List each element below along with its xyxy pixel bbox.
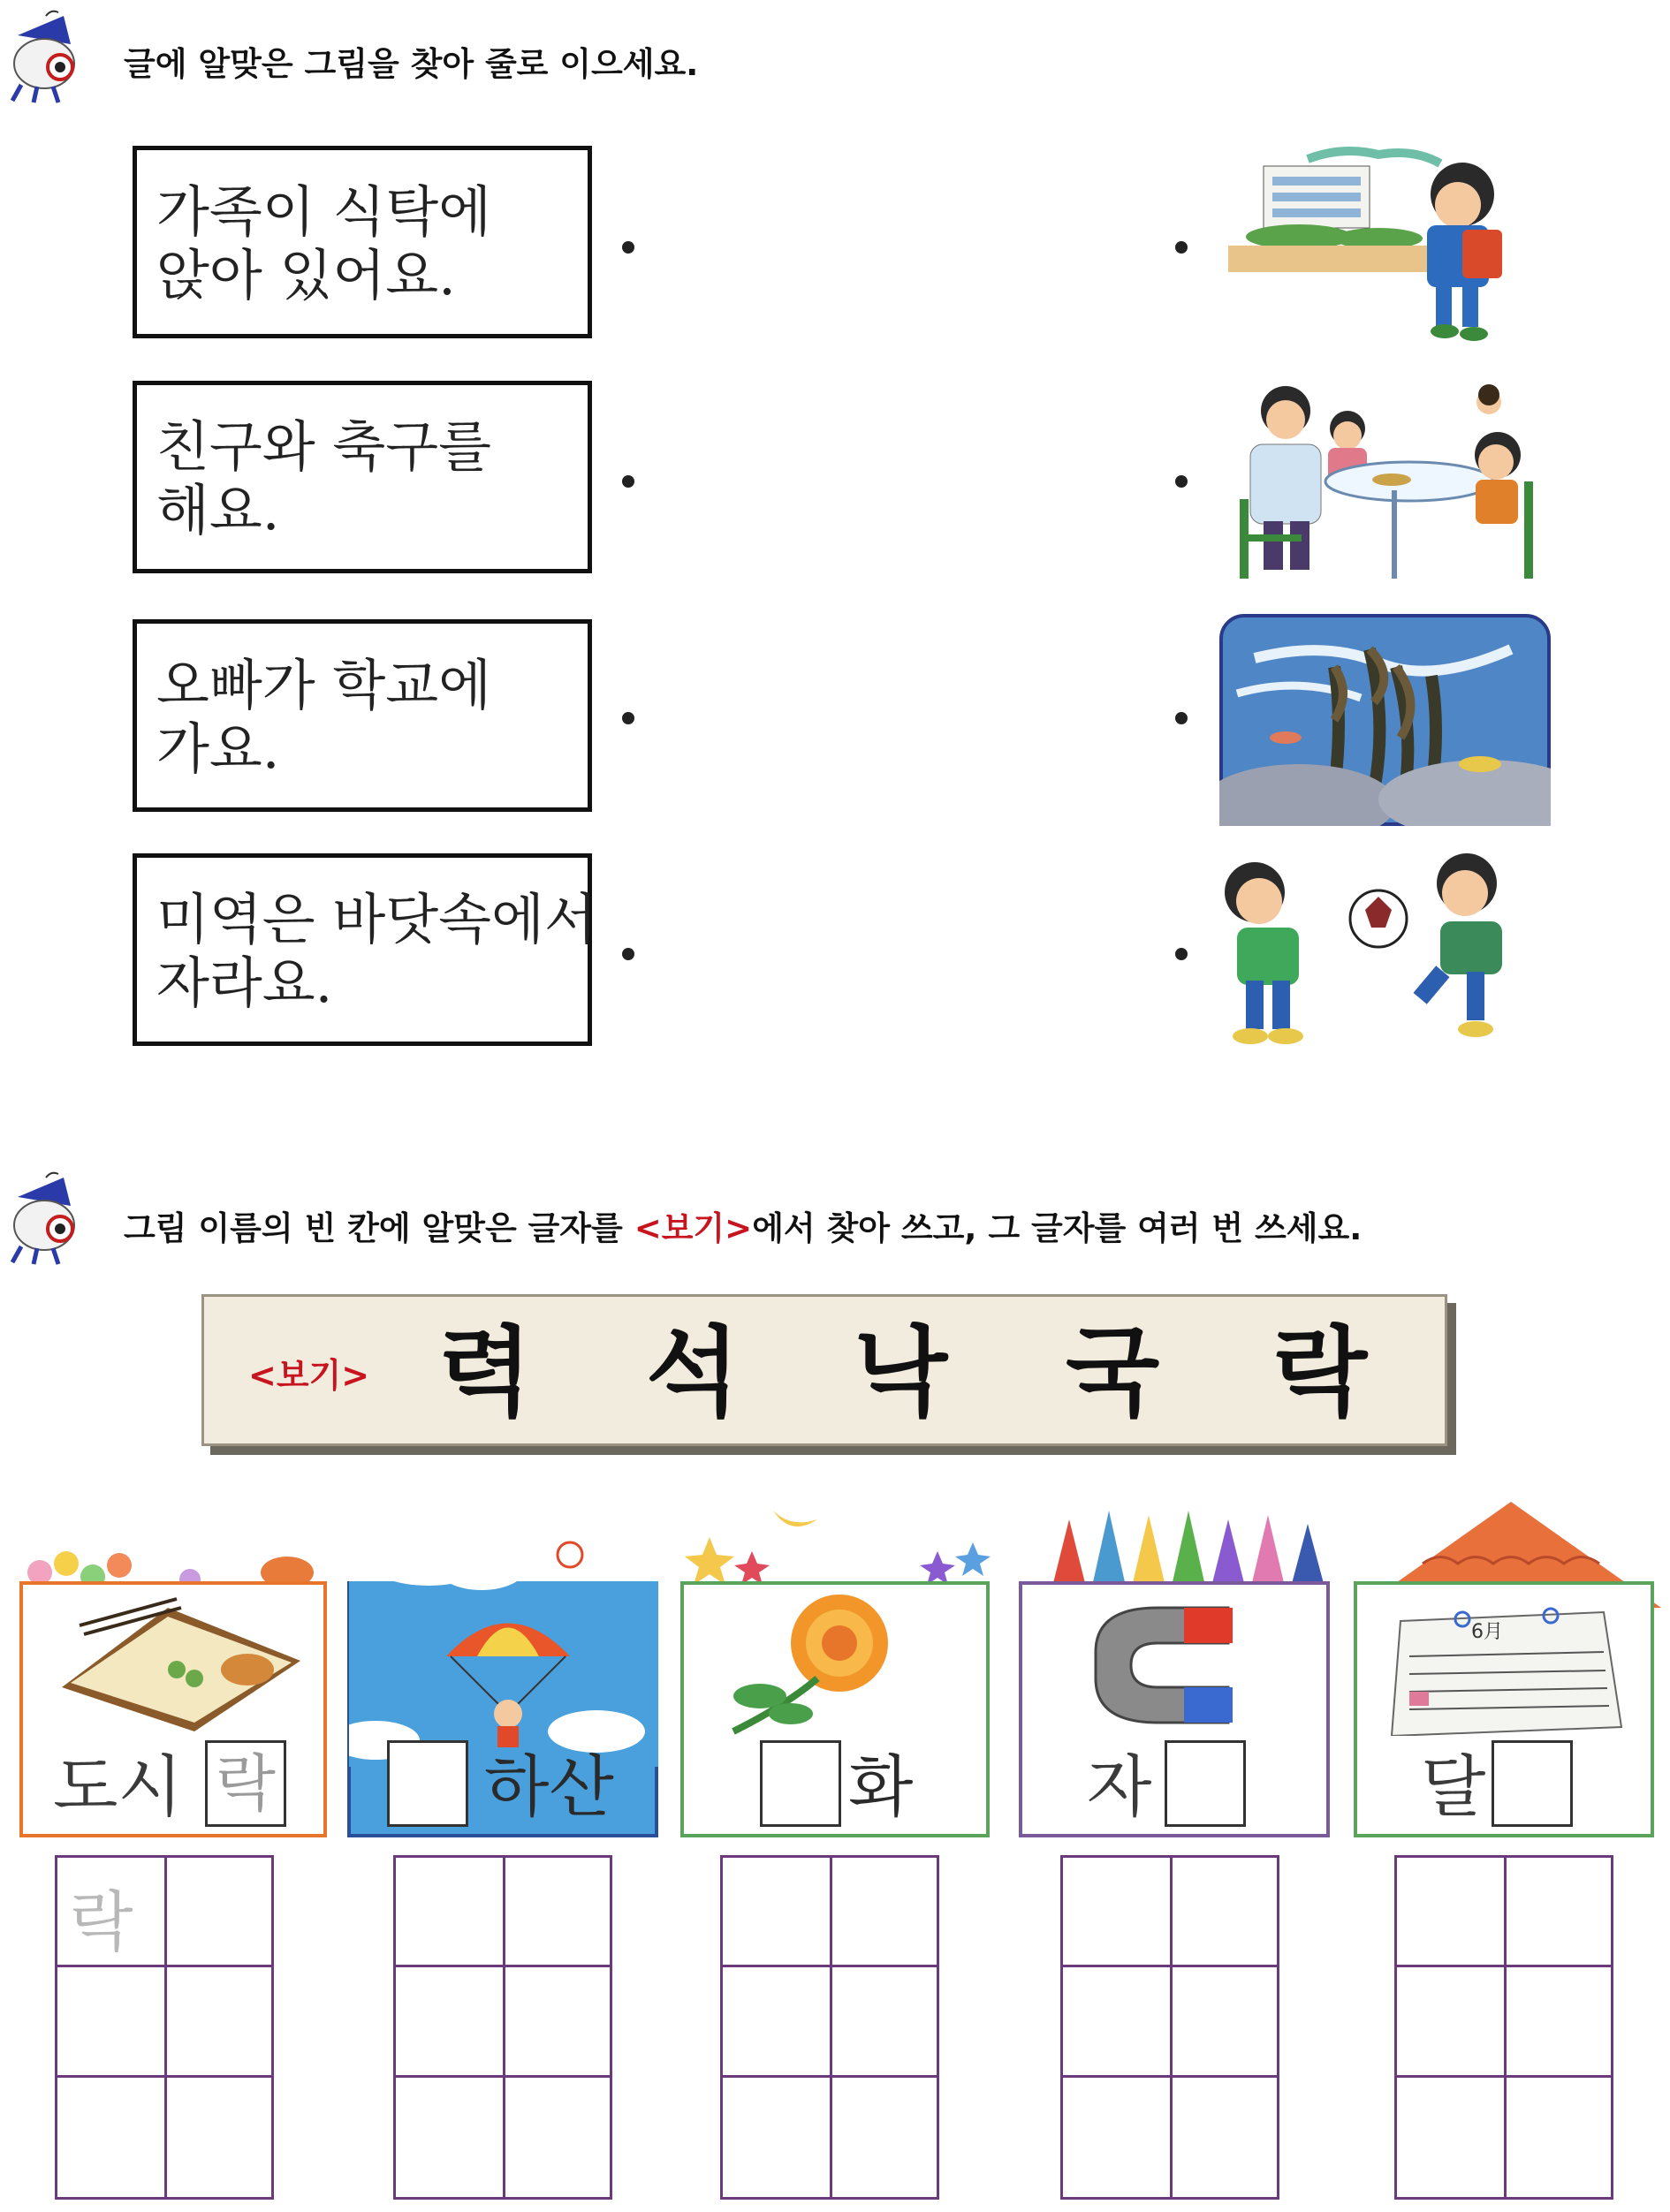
instruction-2-bogi: <보기> [634, 1209, 753, 1247]
left-dot-3[interactable] [622, 712, 634, 724]
right-dot-4[interactable] [1175, 948, 1188, 960]
bogi-label: <보기> [248, 1356, 370, 1395]
sentence-line: 가족이 식탁에 [156, 179, 492, 244]
left-dot-2[interactable] [622, 475, 634, 488]
calendar-month-label: 6月 [1471, 1621, 1503, 1643]
sentence-line: 가요. [156, 716, 280, 781]
answer-blank[interactable] [760, 1740, 841, 1827]
sentence-box-soccer [133, 381, 592, 573]
bogi-char: 락 [1273, 1316, 1368, 1429]
answer-blank[interactable]: 락 [205, 1740, 286, 1827]
right-dot-2[interactable] [1175, 475, 1188, 488]
chrysanthemum-picture [716, 1590, 910, 1740]
writing-grid[interactable] [1060, 1855, 1279, 2200]
card-word: 도시 [53, 1747, 183, 1826]
instruction-2 [124, 1201, 1362, 1249]
instruction-1: 글에 알맞은 그림을 찾아 줄로 이으세요. [124, 45, 699, 83]
answer-blank[interactable] [1492, 1740, 1573, 1827]
bogi-char: 석 [646, 1316, 740, 1429]
sentence-line: 자라요. [156, 951, 333, 1015]
seaweed-picture [1219, 614, 1551, 826]
writing-grid[interactable] [720, 1855, 939, 2200]
answer-blank[interactable] [1165, 1740, 1246, 1827]
soccer-picture [1211, 844, 1546, 1056]
bogi-char: 낙 [854, 1316, 948, 1429]
lunchbox-picture [44, 1590, 309, 1731]
sentence-line: 앉아 있어요. [156, 243, 456, 307]
left-dot-4[interactable] [622, 948, 634, 960]
sentence-box-seaweed [133, 853, 597, 1046]
sentence-line: 오빠가 학교에 [156, 653, 492, 717]
sentence-box-school [133, 619, 592, 812]
card-word: 자 [1087, 1747, 1152, 1826]
instruction-2-part2: 에서 찾아 쓰고, 그 글자를 여러 번 쓰세요. [752, 1209, 1363, 1247]
card-word: 하산 [484, 1747, 614, 1826]
sentence-box-family [133, 146, 592, 338]
writing-grid[interactable] [1394, 1855, 1613, 2200]
magnet-picture [1069, 1599, 1290, 1731]
answer-blank[interactable] [387, 1740, 468, 1827]
family-table-picture [1224, 375, 1551, 587]
mascot-icon [2, 9, 90, 106]
bogi-char: 력 [438, 1316, 533, 1429]
sentence-line: 미역은 바닷속에서 [156, 887, 597, 951]
writing-grid[interactable] [393, 1855, 612, 2200]
stars-moon-decoration-icon [667, 1493, 1012, 1590]
mascot-icon [2, 1170, 90, 1268]
pencils-decoration-icon [1016, 1493, 1343, 1590]
bogi-char: 국 [1066, 1316, 1160, 1429]
trace-character: 락 [70, 1884, 133, 1960]
right-dot-1[interactable] [1175, 241, 1188, 254]
card-word: 달 [1421, 1747, 1486, 1826]
right-dot-3[interactable] [1175, 712, 1188, 724]
instruction-2-part1: 그림 이름의 빈 칸에 알맞은 글자를 [124, 1209, 634, 1247]
school-boy-picture [1228, 141, 1537, 345]
sentence-line: 친구와 축구를 [156, 414, 492, 479]
bogi-box [201, 1294, 1447, 1446]
writing-grid[interactable] [55, 1855, 274, 2200]
left-dot-1[interactable] [622, 241, 634, 254]
sentence-line: 해요. [156, 478, 280, 542]
card-word: 화 [848, 1747, 914, 1826]
